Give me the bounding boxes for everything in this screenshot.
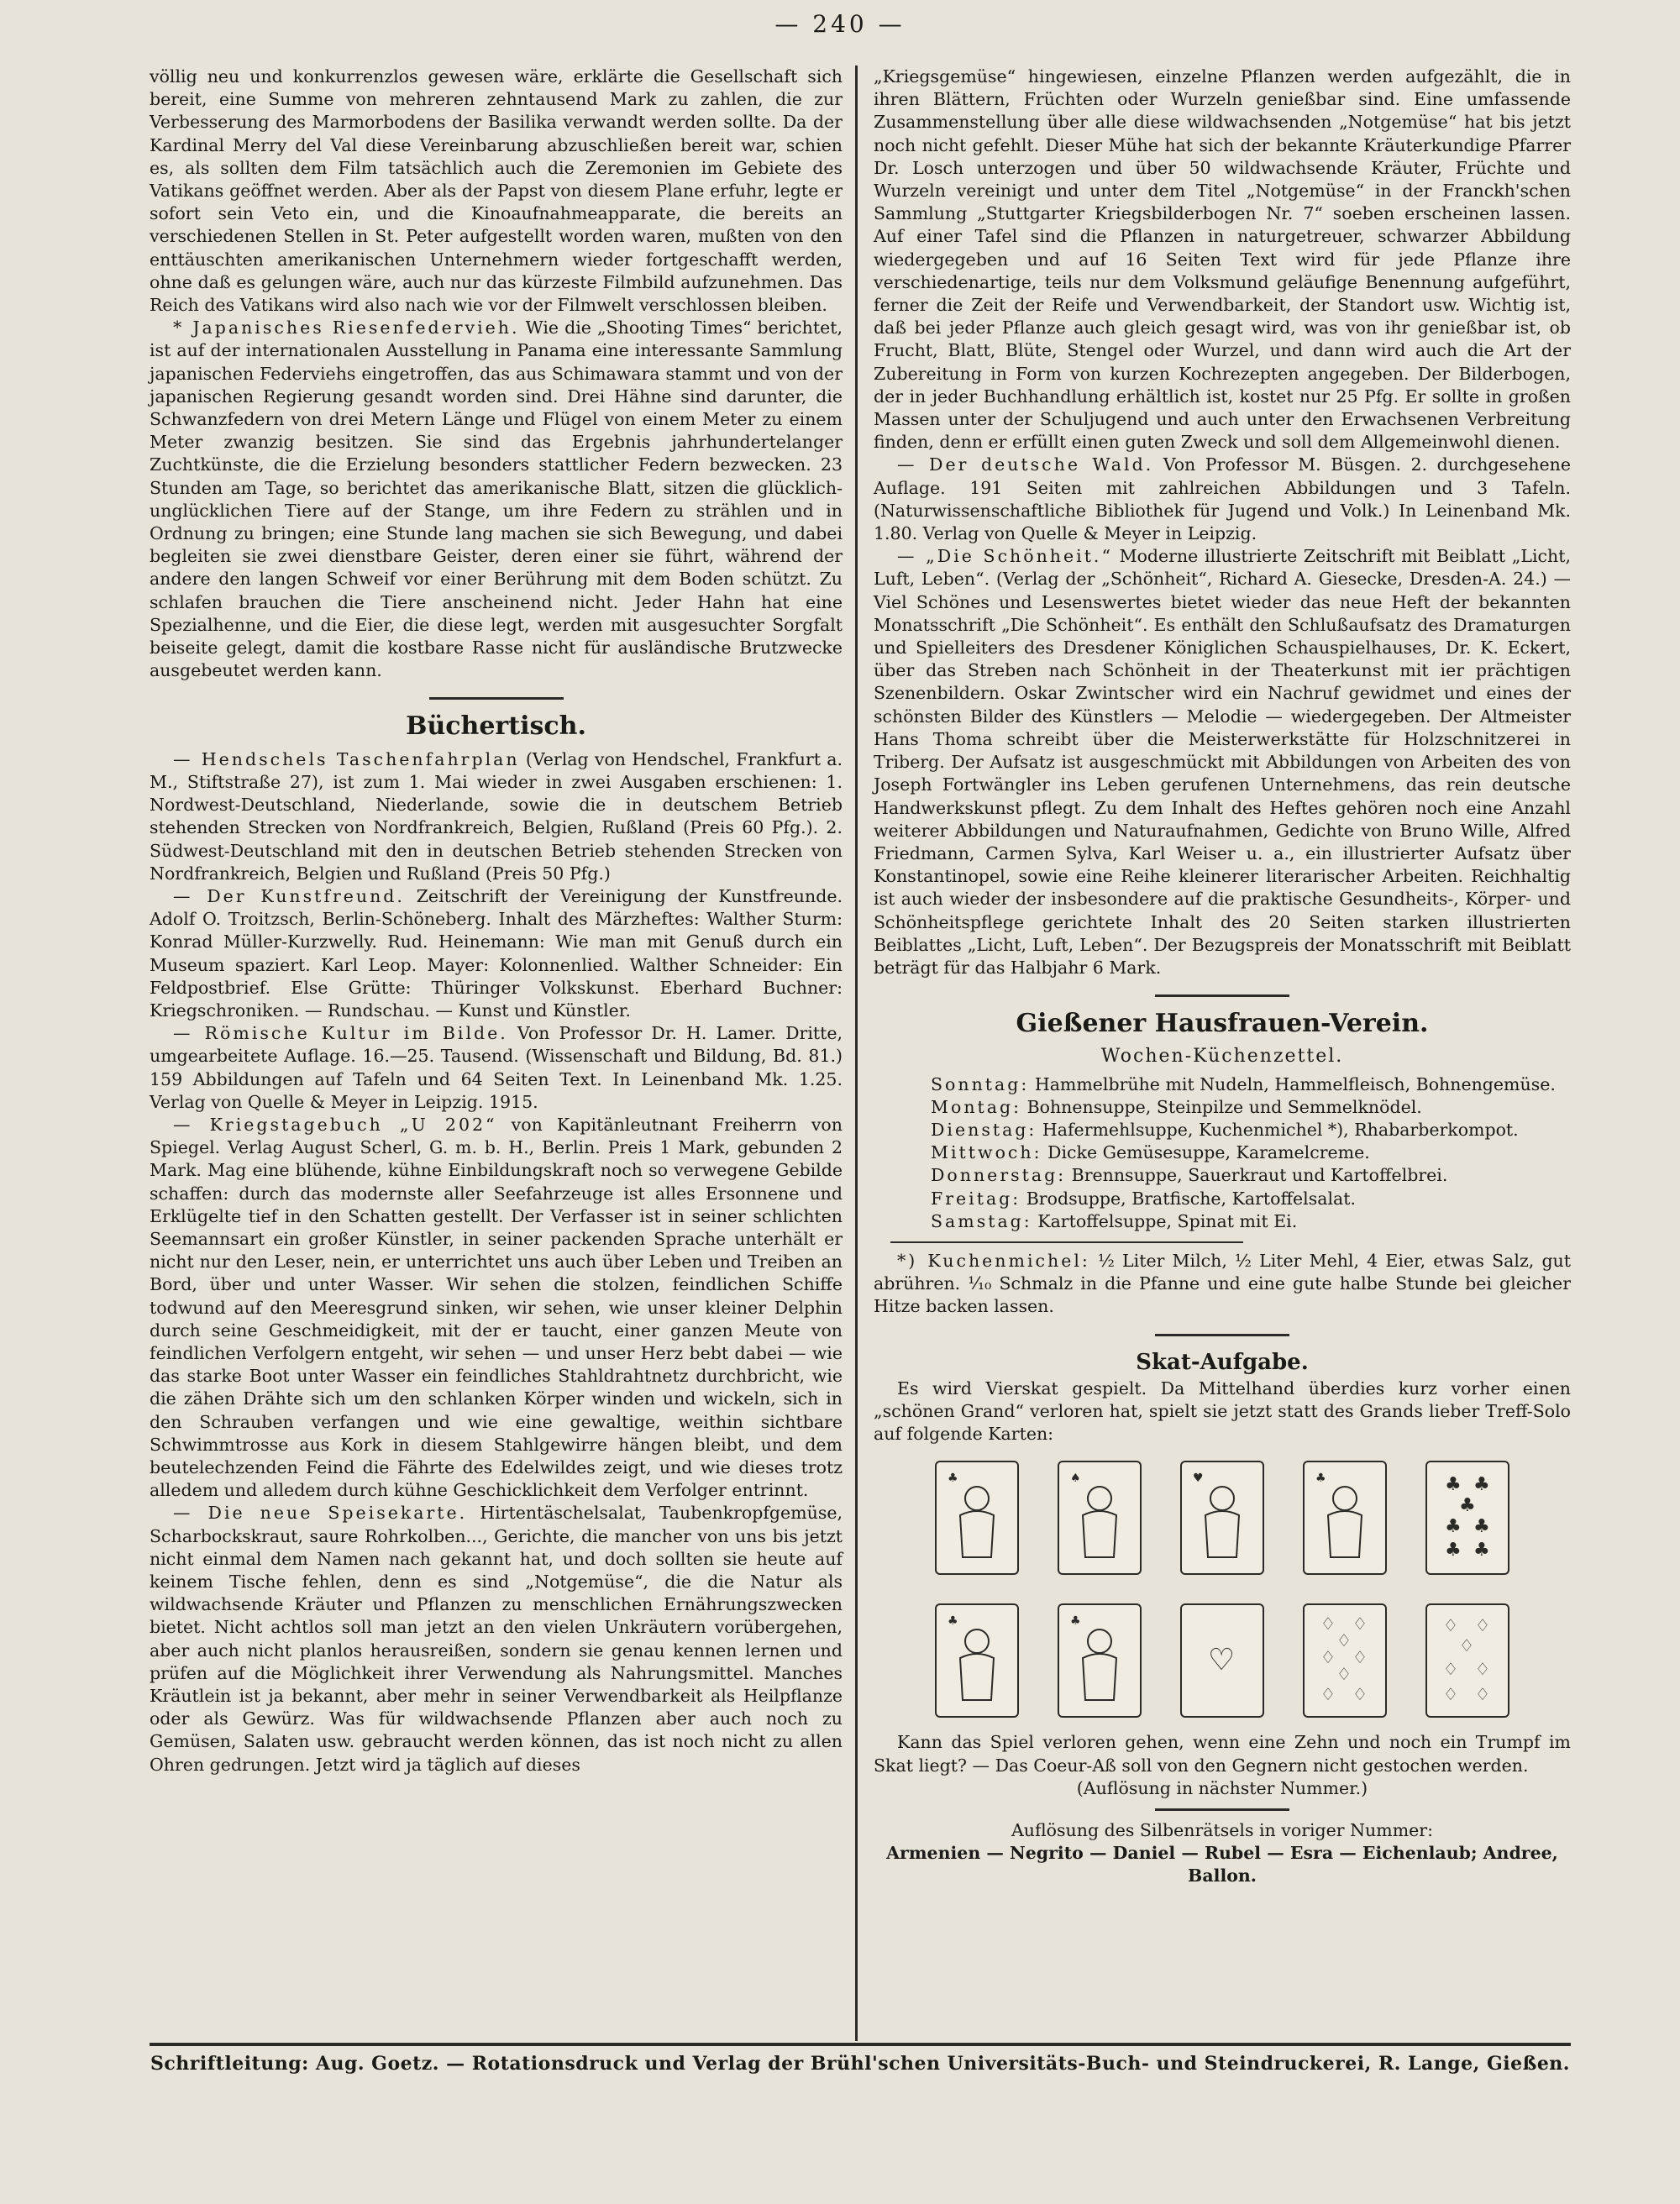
playing-card [1425,1603,1509,1718]
right-column [874,66,1571,1888]
menu-row [874,1141,1571,1164]
menu-row [874,1073,1571,1096]
svg-text:♣: ♣ [948,1472,958,1486]
menu-row [874,1210,1571,1233]
review-roemische-kultur-text: Von Professor Dr. H. Lamer. Dritte, umgearbeitete Auflage. 16.—25. Tausend. (Wissenschaft und Bildung, Bd. 81.) 159 Abbildungen auf Tafeln und 64 Seiten Text. In Leinenband Mk. 1.25. Verlag von Quelle & Meyer in Leipzig. 1915. [150,1023,843,1112]
svg-text:♣: ♣ [1315,1472,1326,1486]
japanese-poultry-paragraph [150,317,843,682]
menu-dish: Hammelbrühe mit Nudeln, Hammelfleisch, Bohnengemüse. [1034,1073,1556,1094]
svg-text:♣: ♣ [1473,1540,1490,1561]
menu-day: Samstag: [931,1210,1032,1231]
playing-card [935,1603,1019,1718]
footnote-text: ½ Liter Milch, ½ Liter Mehl, 4 Eier, etwas Salz, gut abrühren. ¹⁄₁₀ Schmalz in die Pfanne und eine gute halbe Stunde bei gleicher Hitze backen lassen. [874,1250,1572,1317]
skat-heading: Skat-Aufgabe. [1136,1349,1309,1375]
svg-text:♢: ♢ [1336,1630,1352,1651]
playing-card [1303,1461,1387,1575]
svg-text:♢: ♢ [1352,1614,1368,1635]
imprint-footer: Schriftleitung: Aug. Goetz. — Rotationsdruck und Verlag der Brühl'schen Universitäts-Buch- und Steindruckerei, R. Lange, Gießen. [150,2053,1570,2075]
svg-text:♢: ♢ [1352,1647,1368,1668]
section-divider [1155,994,1289,997]
svg-text:♣: ♣ [1445,1474,1462,1496]
review-speisekarte-title: — Die neue Speisekarte. [173,1503,468,1524]
kuechenzettel-subheading: Wochen-Küchenzettel. [1100,1046,1344,1068]
footnote-divider [890,1241,1243,1243]
menu-row [874,1164,1571,1187]
court-card-icon [939,1608,1015,1713]
playing-card [1303,1603,1387,1718]
menu-day: Mittwoch: [931,1142,1042,1163]
svg-text:♣: ♣ [1070,1614,1081,1629]
review-kriegstagebuch-title: — Kriegstagebuch „U 202“ [173,1114,497,1135]
menu-dish: Brennsuppe, Sauerkraut und Kartoffelbrei. [1071,1165,1448,1186]
menu-day: Sonntag: [931,1073,1030,1094]
menu-day: Freitag: [931,1188,1021,1209]
court-card-icon [1184,1465,1260,1571]
vatican-film-paragraph: völlig neu und konkurrenzlos gewesen wäre, erklärte die Gesellschaft sich bereit, eine Summe von mehreren zehntausend Mark zu zahlen, die zur Verbesserung des Marmorbodens der Basilika verwandt werden sollte. Da der Kardinal Merry del Val diese Vereinbarung abzuschließen bereit war, schien es, als sollten dem Film tatsächlich auch die Zeremonien im Gebiete des Vatikans geöffnet werden. Aber als der Papst von diesem Plane erfuhr, legte er sofort sein Veto ein, und die Kinoaufnahmeapparate, die bereits an verschiedenen Stellen in St. Peter aufgestellt worden waren, mußten von den enttäuschten amerikanischen Unternehmern wieder fortgeschafft werden, ohne daß es gelungen wäre, auch nur das kürzeste Filmbild aufzunehmen. Das Reich des Vatikans wird also nach wie vor der Filmwelt verschlossen bleiben. [150,66,843,316]
hausfrauen-verein-heading: Gießener Hausfrauen-Verein. [1016,1009,1429,1039]
menu-dish: Brodsuppe, Bratfische, Kartoffelsalat. [1026,1188,1357,1209]
playing-card [935,1461,1019,1575]
playing-card [1180,1461,1264,1575]
review-schoenheit-title: — „Die Schönheit.“ [897,546,1113,567]
weekly-menu [874,1073,1571,1233]
svg-text:♣: ♣ [1445,1516,1462,1538]
footer-divider [150,2043,1571,2046]
svg-text:♢: ♢ [1475,1684,1490,1705]
clubs-pips-icon [1430,1465,1505,1571]
review-kunstfreund [150,885,843,1022]
kuchenmichel-footnote [874,1250,1571,1319]
section-divider [1155,1334,1289,1336]
svg-text:♢: ♢ [1475,1659,1490,1680]
svg-text:♢: ♢ [1443,1684,1458,1705]
menu-row [874,1119,1571,1141]
review-kriegstagebuch-text: von Kapitänleutnant Freiherrn von Spiegel. Verlag August Scherl, G. m. b. H., Berlin. Preis 1 Mark, gebunden 2 Mark. Mag eine blühende, kühne Einbildungskraft noch so verwegene Gebilde schaffen: durch das modernste aller Seefahrzeuge ist alles Ersonnene und Erklügelte tief in den Schatten gestellt. Der Verfasser ist in seiner schlichten Seemannsart ein großer Künstler, in seiner packenden Sprache unterhält er nicht nur den Leser, nein, er unterrichtet uns auch über Leben und Treiben an Bord, über und unter Wasser. Wir sehen die stolzen, feindlichen Schiffe todwund auf den Meeresgrund sinken, wir sehen, wie unser kleiner Delphin durch seine Geschmeidigkeit, mit der er taucht, einer ganzen Meute von feindlichen Verfolgern entgeht, wir sehen — und unser Herz bebt dabei — wie das starke Boot unter Wasser ein feindliches Stahldrahtnetz durchbricht, wie die zähen Drähte sich um den schlanken Körper winden und wickeln, sich in den Schrauben verfangen und wie eine gewaltige, weithin sichtbare Schwimmtrosse aus Kork in diesem Stahlgewirre hängen bleibt, und dem beutelechzenden Feind die Fährte des Edelwildes zeigt, und wie dieses trotz alledem und alledem durch kühne Geschicklichkeit dem Verfolger entrinnt. [150,1114,843,1501]
svg-text:♣: ♣ [948,1614,958,1629]
menu-dish: Bohnensuppe, Steinpilze und Semmelknödel. [1026,1096,1422,1117]
svg-text:♢: ♢ [1459,1635,1474,1656]
review-roemische-kultur-title: — Römische Kultur im Bilde. [173,1023,508,1044]
heart-ace-icon [1184,1608,1260,1713]
diamond-pips-icon [1430,1608,1505,1713]
footnote-title: *) Kuchenmichel: [897,1250,1090,1271]
review-roemische-kultur [150,1022,843,1114]
playing-card [1058,1461,1142,1575]
svg-text:♢: ♢ [1352,1684,1368,1705]
menu-dish: Hafermehlsuppe, Kuchenmichel *), Rhabarberkompot. [1042,1119,1519,1140]
page-number: — 240 — [774,10,906,38]
svg-text:♢: ♢ [1320,1684,1336,1705]
court-card-icon [1307,1465,1383,1571]
skat-intro: Es wird Vierskat gespielt. Da Mittelhand überdies kurz vorher einen „schönen Grand“ verloren hat, spielt sie jetzt statt des Grands lieber Treff-Solo auf folgende Karten: [874,1378,1571,1445]
svg-text:♢: ♢ [1475,1615,1490,1636]
japanese-poultry-heading: * Japanisches Riesenfedervieh. [173,317,520,338]
review-deutscher-wald-title: — Der deutsche Wald. [897,454,1154,475]
review-kunstfreund-text: Zeitschrift der Vereinigung der Kunstfreunde. Adolf O. Troitzsch, Berlin-Schöneberg. Inhalt des Märzheftes: Walther Sturm: Konrad Müller-Kurzwelly. Rud. Heinemann: Wie man mit Genuß durch ein Museum spaziert. Karl Leop. Mayer: Kolonnenlied. Walther Schneider: Ein Feldpostbrief. Else Grütte: Thüringer Volkskunst. Eberhard Buchner: Kriegschroniken. — Rundschau. — Kunst und Künstler. [150,885,843,1021]
review-schoenheit [874,545,1571,979]
svg-text:♣: ♣ [1473,1516,1490,1538]
svg-text:♢: ♢ [1320,1647,1336,1668]
riddle-solution-answer: Armenien — Negrito — Daniel — Rubel — Esra — Eichenlaub; Andree, Ballon. [886,1843,1558,1887]
court-card-icon [1062,1465,1137,1571]
diamond-pips-icon [1307,1608,1383,1713]
svg-text:♢: ♢ [1443,1615,1458,1636]
svg-text:♡: ♡ [1208,1643,1236,1678]
court-card-icon [939,1465,1015,1571]
menu-day: Dienstag: [931,1119,1037,1140]
court-card-icon [1062,1608,1137,1713]
svg-text:♥: ♥ [1193,1472,1204,1486]
menu-row [874,1188,1571,1210]
review-speisekarte [150,1502,843,1776]
svg-text:♠: ♠ [1070,1472,1081,1486]
buechertisch-heading: Büchertisch. [406,711,586,742]
section-divider [429,697,564,700]
playing-card [1425,1461,1509,1575]
review-deutscher-wald-text: Von Professor M. Büsgen. 2. durchgesehene Auflage. 191 Seiten mit zahlreichen Abbildungen und 3 Tafeln. (Naturwissenschaftliche Bibliothek für Jugend und Volk.) In Leinenband Mk. 1.80. Verlag von Quelle & Meyer in Leipzig. [874,454,1571,544]
svg-text:♢: ♢ [1336,1664,1352,1685]
riddle-solution-heading: Auflösung des Silbenrätsels in voriger Nummer: [1011,1819,1433,1840]
review-hendschel-title: — Hendschels Taschenfahrplan [173,748,520,769]
menu-day: Donnerstag: [931,1165,1067,1186]
column-divider [855,66,858,2041]
notgemuese-paragraph: „Kriegsgemüse“ hingewiesen, einzelne Pflanzen werden aufgezählt, die in ihren Blättern, Früchten oder Wurzeln genießbar sind. Eine umfassende Zusammenstellung über alle diese wildwachsenden „Notgemüse“ hat bis jetzt noch nicht gefehlt. Dieser Mühe hat sich der bekannte Kräuterkundige Pfarrer Dr. Losch unterzogen und über 50 wildwachsende Kräuter, Früchte und Wurzeln vereinigt und unter dem Titel „Notgemüse“ in der Franckh'schen Sammlung „Stuttgarter Kriegsbilderbogen Nr. 7“ soeben erscheinen lassen. Auf einer Tafel sind die Pflanzen in naturgetreuer, schwarzer Abbildung wiedergegeben und auf 16 Seiten Text wird für jede Pflanze ihre verschiedenartige, teils nur dem Volksmund geläufige Benennung aufgeführt, ferner die Zeit der Reife und Verwendbarkeit, der Standort usw. Wichtig ist, daß bei jeder Pflanze auch gleich gesagt wird, was von ihr genießbar ist, ob Frucht, Blatt, Blüte, Stengel oder Wurzel, und dann wird auch die Art der Zubereitung in Form von kurzen Kochrezepten angegeben. Der Bilderbogen, der in jeder Buchhandlung erhältlich ist, kostet nur 25 Pfg. Er sollte in großen Massen unter der Schuljugend und auch unter den Erwachsenen Verbreitung finden, denn er erfüllt einen guten Zweck und soll dem Allgemeinwohl dienen. [874,66,1571,453]
skat-question: Kann das Spiel verloren gehen, wenn eine Zehn und noch ein Trumpf im Skat liegt? — Das Coeur-Aß soll von den Gegnern nicht gestochen werden. [874,1732,1571,1776]
skat-solution-note: (Auflösung in nächster Nummer.) [1076,1777,1368,1798]
review-hendschel-text: (Verlag von Hendschel, Frankfurt a. M., Stiftstraße 27), ist zum 1. Mai wieder in zwei Ausgaben erschienen: 1. Nordwest-Deutschland, Niederlande, sowie die in deutschem Betrieb stehenden Strecken von Nordfrankreich, Belgien, Rußland (Preis 60 Pfg.). 2. Südwest-Deutschland mit den in deutschen Betrieb stehenden Strecken von Nordfrankreich, Belgien und Rußland (Preis 50 Pfg.) [150,748,843,884]
menu-dish: Kartoffelsuppe, Spinat mit Ei. [1037,1210,1298,1231]
menu-dish: Dicke Gemüsesuppe, Karamelcreme. [1047,1142,1370,1163]
menu-row [874,1096,1571,1119]
menu-day: Montag: [931,1096,1022,1117]
review-speisekarte-text: Hirtentäschelsalat, Taubenkropfgemüse, Scharbockskraut, saure Rohrkolben..., Gerichte, die mancher von uns bis jetzt nicht einmal dem Namen nach gekannt hat, und doch sollten sie heute auf keinem Tische fehlen, denn es sind „Notgemüse“, die die Natur als wildwachsende Kräuter und Pflanzen zu menschlichen Ernährungszwecken bietet. Nicht achtlos soll man jetzt an den vielen Unkräutern vorübergehen, aber auch nicht planlos herausreißen, sondern sie genau kennen lernen und prüfen auf die Möglichkeit ihrer Verwendung als Nahrungsmittel. Manches Kräutlein ist ja bekannt, aber mehr in seiner Verwendbarkeit als Heilpflanze oder als Gewürz. Was für wildwachsende Pflanzen aber auch noch zu Gemüsen, Salaten usw. gebraucht werden können, das ist noch nicht zu allen Ohren gedrungen. Jetzt wird ja täglich auf dieses [150,1503,843,1775]
playing-card [1058,1603,1142,1718]
japanese-poultry-text: Wie die „Shooting Times“ berichtet, ist auf der internationalen Ausstellung in Panama eine interessante Sammlung japanischen Federviehs eingetroffen, das aus Schimawara stammt und von der japanischen Regierung gesandt worden sind. Drei Hähne sind darunter, die Schwanzfedern von drei Metern Länge und Flügel von einem Meter zu einem Meter zwanzig besitzen. Sie sind das Ergebnis jahrhundertelanger Zuchtkünste, die die Erzielung besonders stattlicher Federn bezwecken. 23 Stunden am Tage, so berichtet das amerikanische Blatt, sitzen die glücklich-unglücklichen Tiere auf der Stange, um ihre Federn zu strählen und in Ordnung zu bringen; eine Stunde lang machen sie sich Bewegung, und dabei begleiten sie zwei dienstbare Geister, deren einer sie führt, während der andere den langen Schweif vor einer Berührung mit dem Boden schützt. Zu schlafen brauchen die Tiere anscheinend nicht. Jeder Hahn hat eine Spezialhenne, und die Eier, die diese legt, werden mit ausgesuchter Sorgfalt beiseite gelegt, damit die kostbare Rasse nicht für ausländische Brutzwecke ausgebeutet werden kann. [150,317,843,681]
svg-text:♢: ♢ [1320,1614,1336,1635]
svg-text:♢: ♢ [1443,1659,1458,1680]
review-kriegstagebuch [150,1114,843,1502]
skat-cards [874,1461,1571,1718]
section-divider [1155,1808,1289,1811]
review-hendschel [150,748,843,885]
review-kunstfreund-title: — Der Kunstfreund. [173,885,405,906]
svg-text:♣: ♣ [1445,1540,1462,1561]
left-column [150,66,843,1776]
review-schoenheit-text: Moderne illustrierte Zeitschrift mit Beiblatt „Licht, Luft, Leben“. (Verlag der „Schönheit“, Richard A. Giesecke, Dresden-A. 24.) — Viel Schönes und Lesenswertes bietet wieder das neue Heft der bekannten Monatsschrift „Die Schönheit“. Es enthält den Schlußaufsatz des Dramaturgen und Spielleiters des Dresdener Königlichen Schauspielhauses, Dr. K. Eckert, über das Streben nach Schönheit in der Theaterkunst mit ier prächtigen Szenenbildern. Oskar Zwintscher wird ein Nachruf gewidmet und eines der schönsten Bilder des Künstlers — Melodie — wiedergegeben. Der Altmeister Hans Thoma schreibt über die Meisterwerkstätte für Holzschnitzerei in Triberg. Der Aufsatz ist ausgeschmückt mit Abbildungen von Arbeiten des von Joseph Fortwängler ins Leben gerufenen Unternehmens, das rein deutsche Handwerkskunst pflegt. Zu dem Inhalt des Heftes gehören noch eine Anzahl weiterer Abbildungen und Naturaufnahmen, Gedichte von Bruno Wille, Alfred Friedmann, Carmen Sylva, Karl Weiser u. a., ein illustrierter Aufsatz über Konstantinopel, sowie eine Reihe kleinerer literarischer Arbeiten. Reichhaltig ist auch wieder der insbesondere auf die praktische Gesundheits-, Körper- und Schönheitspflege gerichtete Inhalt des 20 Seiten starken illustrierten Beiblattes „Licht, Luft, Leben“. Der Bezugspreis der Monatsschrift mit Beiblatt beträgt für das Halbjahr 6 Mark. [874,546,1571,978]
svg-text:♣: ♣ [1459,1495,1476,1517]
playing-card [1180,1603,1264,1718]
svg-text:♣: ♣ [1473,1474,1490,1496]
review-deutscher-wald [874,454,1571,545]
